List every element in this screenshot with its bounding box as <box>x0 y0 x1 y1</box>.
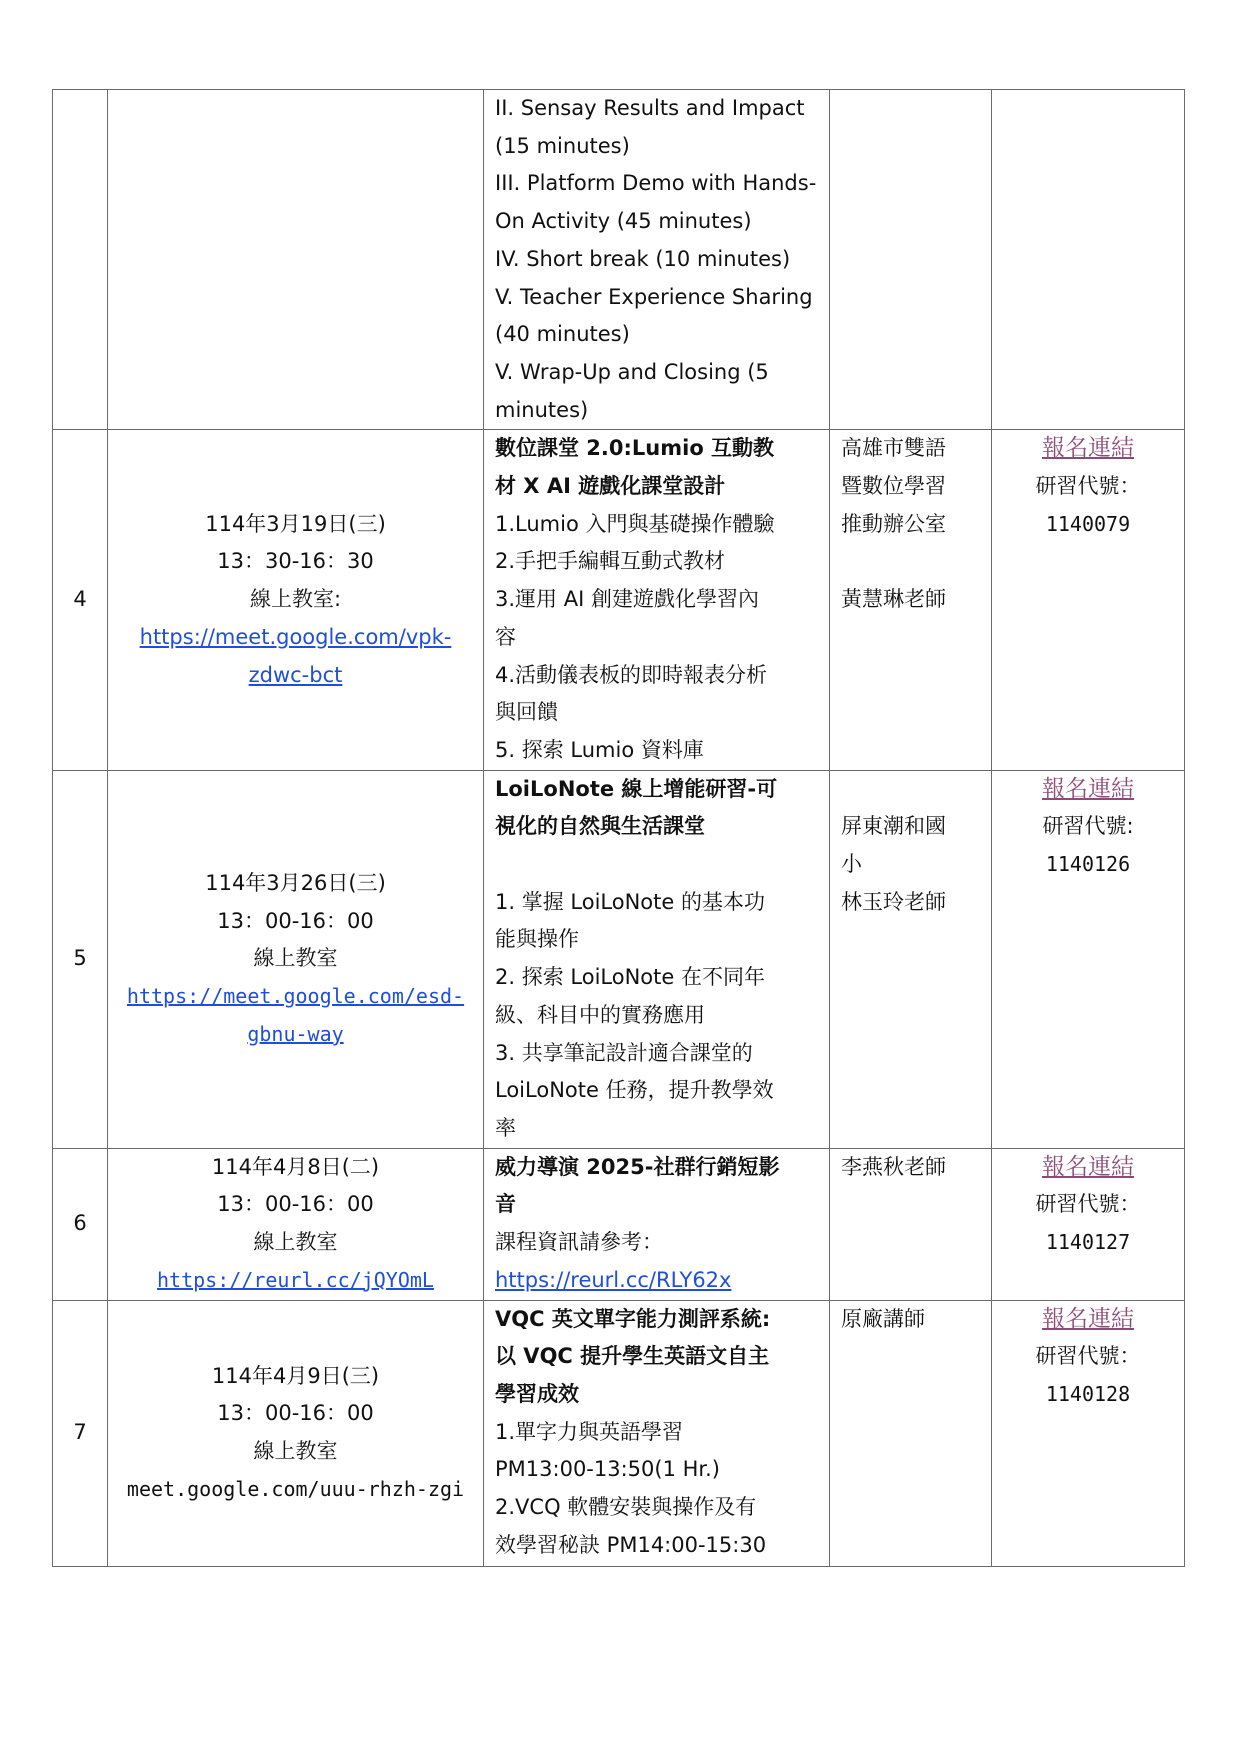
host-cell <box>830 430 992 770</box>
host-cell <box>830 90 992 430</box>
course-title: 學習成效 <box>495 1382 579 1407</box>
course-title: LoiLoNote 線上增能研習-可 <box>495 776 778 801</box>
host-org: 推動辦公室 <box>841 511 946 536</box>
session-date: 114年3月26日(三) <box>205 870 386 895</box>
session-date: 114年4月9日(三) <box>211 1363 380 1388</box>
host-org: 暨數位學習 <box>841 474 946 499</box>
register-link[interactable]: 報名連結 <box>1042 435 1134 462</box>
course-title: 以 VQC 提升學生英語文自主 <box>495 1344 770 1369</box>
session-time: 13：00-16：00 <box>217 908 374 933</box>
table-row <box>53 1148 1185 1300</box>
host-org: 小 <box>841 852 862 877</box>
table-row <box>53 430 1185 770</box>
register-link[interactable]: 報名連結 <box>1042 1305 1134 1332</box>
course-info-link[interactable]: https://reurl.cc/RLY62x <box>495 1267 732 1292</box>
date-cell <box>108 1148 484 1300</box>
course-code-label: 研習代號: <box>1042 814 1134 839</box>
meeting-link[interactable]: https://reurl.cc/jQYOmL <box>157 1267 434 1292</box>
speaker-name: 原廠講師 <box>841 1306 925 1331</box>
register-link[interactable]: 報名連結 <box>1042 1153 1134 1180</box>
content-cell: II. Sensay Results and Impact (15 minutes) III. Platform Demo with Hands- On Activity (45 minutes) IV. Short break (10 minutes) V. Teacher Experience Sharing (40 minutes) V. Wrap-Up and Closing (5 minutes) <box>484 90 830 430</box>
row-number-cell: 7 <box>53 1300 108 1566</box>
session-venue: 線上教室 <box>253 946 338 971</box>
session-time: 13：00-16：00 <box>217 1192 374 1217</box>
speaker-name: 李燕秋老師 <box>841 1154 946 1179</box>
course-code-label: 研習代號： <box>1035 1192 1141 1217</box>
speaker-name: 林玉玲老師 <box>841 889 946 914</box>
host-cell <box>830 1148 992 1300</box>
course-title: 數位課堂 2.0:Lumio 互動教 <box>495 436 775 461</box>
row-number-cell: 6 <box>53 1148 108 1300</box>
course-title: 威力導演 2025-社群行銷短影 <box>495 1154 780 1179</box>
register-cell <box>992 770 1185 1148</box>
course-title: VQC 英文單字能力測評系統: <box>495 1306 771 1331</box>
date-cell <box>108 770 484 1148</box>
content-cell: LoiLoNote 線上增能研習-可 視化的自然與生活課堂 1. 掌握 LoiLoNote 的基本功 能與操作 2. 探索 LoiLoNote 在不同年 級、科目中的實務應用 3. 共享筆記設計適合課堂的 LoiLoNote 任務，提升教學效 率 <box>484 770 830 1148</box>
course-code: 1140127 <box>1045 1230 1131 1255</box>
host-cell <box>830 770 992 1148</box>
session-date: 114年4月8日(二) <box>211 1154 380 1179</box>
session-venue: 線上教室: <box>249 587 342 612</box>
host-cell <box>830 1300 992 1566</box>
content-cell: 數位課堂 2.0:Lumio 互動教 材 X AI 遊戲化課堂設計 1.Lumio 入門與基礎操作體驗 2.手把手編輯互動式教材 3.運用 AI 創建遊戲化學習內 容 4.活動儀表板的即時報表分析 與回饋 5. 探索 Lumio 資料庫 <box>484 430 830 770</box>
row-number-cell: 5 <box>53 770 108 1148</box>
course-code-label: 研習代號： <box>1035 474 1141 499</box>
speaker-name: 黃慧琳老師 <box>841 587 946 612</box>
course-code-label: 研習代號： <box>1035 1344 1141 1369</box>
course-title: 視化的自然與生活課堂 <box>495 814 705 839</box>
register-link[interactable]: 報名連結 <box>1042 775 1134 802</box>
course-code: 1140079 <box>1045 511 1131 536</box>
date-cell <box>108 90 484 430</box>
schedule-table <box>52 89 1185 1567</box>
course-title: 音 <box>495 1192 516 1217</box>
meeting-link[interactable]: https://meet.google.com/esd- gbnu-way <box>126 984 465 1046</box>
table-row <box>53 90 1185 430</box>
session-venue: 線上教室 <box>253 1230 338 1255</box>
table-row <box>53 1300 1185 1566</box>
content-cell: 威力導演 2025-社群行銷短影 音 課程資訊請參考： https://reurl.cc/RLY62x <box>484 1148 830 1300</box>
row-number-cell: 4 <box>53 430 108 770</box>
course-code: 1140126 <box>1045 852 1131 877</box>
course-title: 材 X AI 遊戲化課堂設計 <box>495 474 726 499</box>
session-time: 13：00-16：00 <box>217 1401 374 1426</box>
host-org: 屏東潮和國 <box>841 814 946 839</box>
host-org: 高雄市雙語 <box>841 436 946 461</box>
register-cell <box>992 430 1185 770</box>
table-row <box>53 770 1185 1148</box>
date-cell <box>108 430 484 770</box>
date-cell <box>108 1300 484 1566</box>
register-cell <box>992 90 1185 430</box>
course-code: 1140128 <box>1045 1382 1131 1407</box>
row-number-cell <box>53 90 108 430</box>
session-time: 13：30-16：30 <box>217 549 374 574</box>
session-venue: 線上教室 <box>253 1439 338 1464</box>
meeting-address: meet.google.com/uuu-rhzh-zgi <box>126 1476 465 1501</box>
session-date: 114年3月19日(三) <box>205 511 386 536</box>
meeting-link[interactable]: https://meet.google.com/vpk- zdwc-bct <box>139 624 452 687</box>
content-cell: VQC 英文單字能力測評系統: 以 VQC 提升學生英語文自主 學習成效 1.單字力與英語學習 PM13:00-13:50(1 Hr.) 2.VCQ 軟體安裝與操作及有 效學習秘訣 PM14:00-15:30 <box>484 1300 830 1566</box>
register-cell <box>992 1300 1185 1566</box>
register-cell <box>992 1148 1185 1300</box>
